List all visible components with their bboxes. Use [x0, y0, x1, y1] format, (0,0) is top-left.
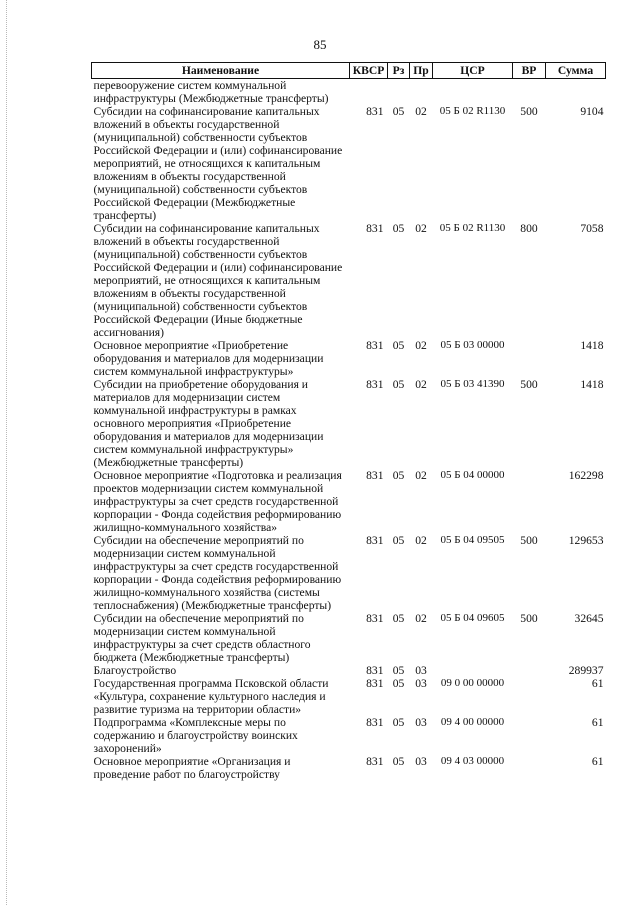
- table-header-row: [92, 63, 606, 79]
- header-pr: Пр: [410, 63, 433, 79]
- cell-pr: 02: [415, 378, 427, 391]
- cell-sum: 7058: [580, 222, 604, 235]
- cell-sum: 61: [591, 677, 604, 690]
- cell-name: Субсидии на софинансирование капитальных вложений в объекты государственной (муниципальной) собственности субъектов Российской Федерации и (или) софинансирование мероприятий, не относящихся к капитальным вложениям в объекты государственной (муниципальной) собственности субъектов Российской Федерации (Иные бюджетные ассигнования): [93, 222, 343, 339]
- header-kvsr: КВСР: [350, 63, 388, 79]
- cell-kvsr: 831: [366, 716, 384, 729]
- cell-kvsr: 831: [366, 378, 384, 391]
- cell-csr: 09 4 00 00000: [440, 716, 505, 728]
- cell-sum: 289937: [568, 664, 604, 677]
- cell-name: Благоустройство: [93, 664, 177, 677]
- cell-vr: [513, 79, 546, 106]
- cell-sum: 162298: [568, 469, 604, 482]
- cell-csr: 09 0 00 00000: [440, 677, 505, 689]
- cell-pr: 03: [415, 755, 427, 768]
- cell-kvsr: [350, 79, 388, 106]
- header-sum: Сумма: [546, 63, 606, 79]
- cell-vr: [513, 716, 546, 755]
- table-row: [92, 664, 606, 677]
- cell-name: Субсидии на обеспечение мероприятий по модернизации систем коммунальной инфраструктуры за счет средств государственной корпорации - Фонда содействия реформированию жилищно-коммунального хозяйства (системы теплоснабжения) (Межбюджетные трансферты): [93, 534, 342, 612]
- cell-pr: 02: [415, 469, 427, 482]
- cell-csr: 09 4 03 00000: [440, 755, 505, 767]
- cell-name: Основное мероприятие «Подготовка и реализация проектов модернизации систем коммунальной инфраструктуры за счет средств государственной корпорации - Фонда содействия реформированию жилищно-коммунального хозяйства»: [93, 469, 342, 534]
- cell-rz: 05: [392, 677, 405, 690]
- cell-vr: 800: [520, 222, 538, 235]
- cell-rz: 05: [392, 664, 405, 677]
- cell-sum: 61: [591, 755, 604, 768]
- table-body: [92, 79, 606, 782]
- page-number: 85: [313, 37, 327, 52]
- cell-name: Подпрограмма «Комплексные меры по содержанию и благоустройству воинских захоронений»: [93, 716, 298, 755]
- cell-vr: [513, 677, 546, 716]
- cell-kvsr: 831: [366, 664, 384, 677]
- cell-vr: [513, 339, 546, 378]
- cell-csr: 05 Б 03 41390: [440, 378, 505, 390]
- cell-kvsr: 831: [366, 755, 384, 768]
- cell-pr: 02: [415, 222, 427, 235]
- cell-kvsr: 831: [366, 612, 384, 625]
- table-row: [92, 755, 606, 781]
- cell-rz: 05: [392, 534, 405, 547]
- cell-csr: [433, 79, 513, 106]
- table-row: [92, 534, 606, 612]
- cell-sum: 9104: [580, 105, 604, 118]
- cell-name: Основное мероприятие «Приобретение оборудования и материалов для модернизации систем коммунальной инфраструктуры»: [93, 339, 324, 378]
- table-row: [92, 716, 606, 755]
- cell-rz: [388, 79, 410, 106]
- table-row: [92, 612, 606, 664]
- cell-csr: [433, 664, 513, 677]
- cell-rz: 05: [392, 222, 405, 235]
- cell-csr: 05 Б 04 00000: [440, 469, 505, 481]
- table-row: [92, 378, 606, 469]
- cell-kvsr: 831: [366, 105, 384, 118]
- table-row: [92, 677, 606, 716]
- cell-vr: 500: [520, 534, 538, 547]
- cell-csr: 05 Б 03 00000: [440, 339, 505, 351]
- cell-rz: 05: [392, 716, 405, 729]
- cell-rz: 05: [392, 339, 405, 352]
- cell-csr: 05 Б 02 R1130: [439, 105, 506, 117]
- table-row: [92, 105, 606, 222]
- cell-rz: 05: [392, 378, 405, 391]
- cell-sum: 1418: [580, 339, 604, 352]
- cell-pr: 03: [415, 716, 427, 729]
- cell-name: Субсидии на приобретение оборудования и материалов для модернизации систем коммунальной инфраструктуры в рамках основного мероприятия «Приобретение оборудования и материалов для модернизации систем коммунальной инфраструктуры» (Межбюджетные трансферты): [93, 378, 324, 469]
- cell-pr: 02: [415, 534, 427, 547]
- cell-sum: 129653: [568, 534, 604, 547]
- cell-vr: [513, 664, 546, 677]
- budget-table: [91, 62, 606, 781]
- cell-rz: 05: [392, 105, 405, 118]
- table-row: [92, 79, 606, 106]
- binding-margin-line: [6, 0, 7, 905]
- cell-kvsr: 831: [366, 677, 384, 690]
- cell-vr: [513, 469, 546, 534]
- cell-pr: 02: [415, 612, 427, 625]
- cell-kvsr: 831: [366, 339, 384, 352]
- cell-rz: 05: [392, 612, 405, 625]
- cell-vr: 500: [520, 105, 538, 118]
- cell-kvsr: 831: [366, 222, 384, 235]
- cell-sum: 1418: [580, 378, 604, 391]
- cell-sum: 32645: [574, 612, 604, 625]
- table-header: [92, 63, 606, 79]
- cell-csr: 05 Б 02 R1130: [439, 222, 506, 234]
- cell-name: Субсидии на обеспечение мероприятий по модернизации систем коммунальной инфраструктуры за счет средств областного бюджета (Межбюджетные трансферты): [93, 612, 311, 664]
- cell-rz: 05: [392, 755, 405, 768]
- cell-name: Основное мероприятие «Организация и проведение работ по благоустройству: [93, 755, 291, 781]
- cell-pr: 02: [415, 339, 427, 352]
- cell-csr: 05 Б 04 09605: [440, 612, 505, 624]
- cell-vr: [513, 755, 546, 781]
- cell-kvsr: 831: [366, 469, 384, 482]
- cell-pr: 03: [415, 664, 427, 677]
- header-rz: Рз: [388, 63, 410, 79]
- table-row: [92, 469, 606, 534]
- table-row: [92, 222, 606, 339]
- cell-kvsr: 831: [366, 534, 384, 547]
- table-row: [92, 339, 606, 378]
- header-name: Наименование: [92, 63, 350, 79]
- cell-pr: 03: [415, 677, 427, 690]
- header-csr: ЦСР: [433, 63, 513, 79]
- cell-name: перевооружение систем коммунальной инфраструктуры (Межбюджетные трансферты): [93, 79, 329, 105]
- cell-vr: 500: [520, 378, 538, 391]
- cell-vr: 500: [520, 612, 538, 625]
- cell-rz: 05: [392, 469, 405, 482]
- cell-name: Государственная программа Псковской области «Культура, сохранение культурного наследия и развитие туризма на территории области»: [93, 677, 329, 716]
- cell-sum: 61: [591, 716, 604, 729]
- cell-sum: [546, 79, 606, 106]
- cell-pr: [410, 79, 433, 106]
- cell-pr: 02: [415, 105, 427, 118]
- cell-name: Субсидии на софинансирование капитальных вложений в объекты государственной (муниципальной) собственности субъектов Российской Федерации и (или) софинансирование мероприятий, не относящихся к капитальным вложениям в объекты государственной (муниципальной) собственности субъектов Российской Федерации (Межбюджетные трансферты): [93, 105, 343, 222]
- header-vr: ВР: [513, 63, 546, 79]
- cell-csr: 05 Б 04 09505: [440, 534, 505, 546]
